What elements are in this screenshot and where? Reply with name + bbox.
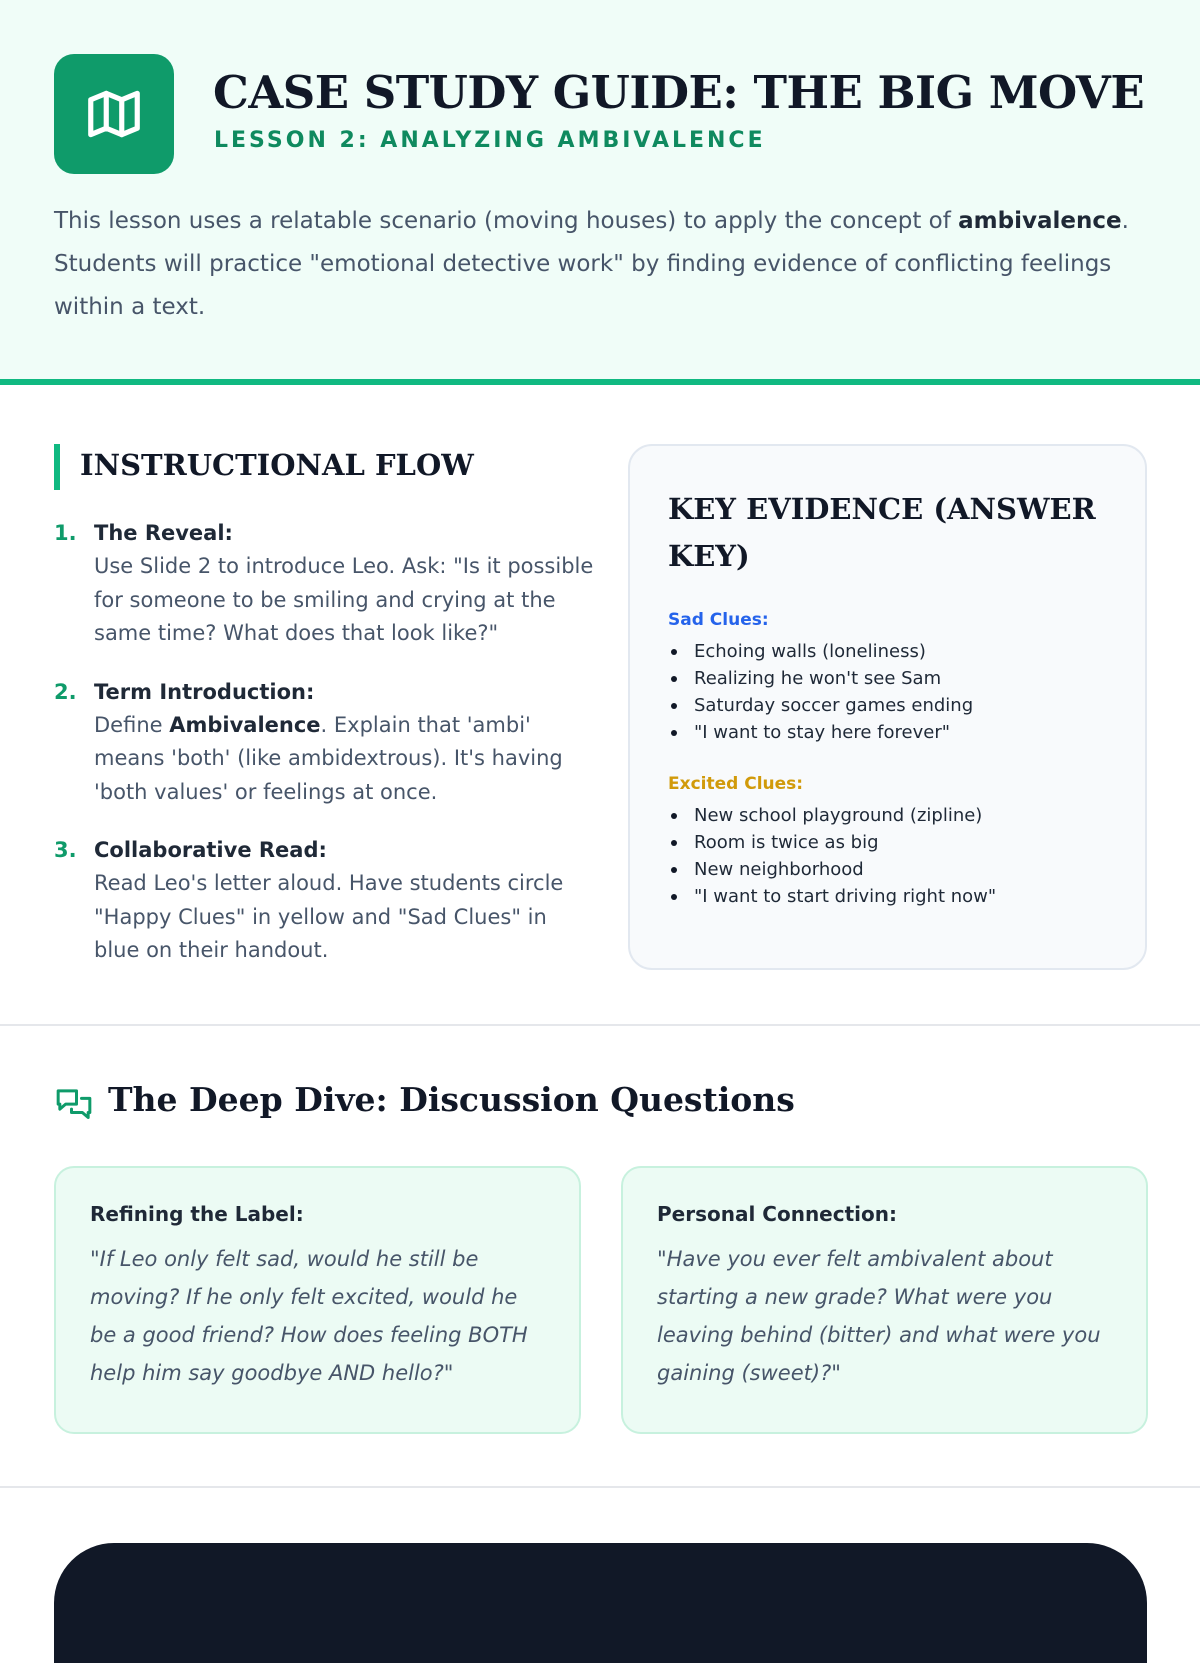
intro-text-end: . Students will practice "emotional detective work" by finding evidence of conflicting feelings within a text. xyxy=(54,208,1129,320)
step-title: Collaborative Read: xyxy=(94,838,327,862)
excited-clue-item: "I want to start driving right now" xyxy=(668,883,1107,910)
excited-clue-item: Room is twice as big xyxy=(668,829,1107,856)
discussion-heading: The Deep Dive: Discussion Questions xyxy=(108,1080,795,1119)
chat-bubbles-icon xyxy=(54,1085,94,1125)
sad-clues-list xyxy=(668,638,1107,746)
excited-clues-heading: Excited Clues: xyxy=(668,774,804,794)
sad-clue-item: Realizing he won't see Sam xyxy=(668,665,1107,692)
section-accent-bar xyxy=(54,444,60,490)
sad-clues-heading: Sad Clues: xyxy=(668,610,769,630)
step-title: The Reveal: xyxy=(94,521,233,545)
discussion-card-title: Personal Connection: xyxy=(657,1202,897,1226)
step-title: Term Introduction: xyxy=(94,679,315,704)
step-number: 2. xyxy=(54,679,77,704)
section-divider xyxy=(0,1486,1200,1488)
key-evidence-heading: KEY EVIDENCE (ANSWER KEY) xyxy=(668,492,1096,573)
sad-clue-item: "I want to stay here forever" xyxy=(668,719,1107,746)
excited-clue-item: New neighborhood xyxy=(668,856,1107,883)
step-number: 3. xyxy=(54,838,77,862)
section-divider xyxy=(0,1024,1200,1026)
step-item xyxy=(54,517,594,651)
step-item xyxy=(54,834,594,968)
key-evidence-card xyxy=(628,444,1147,970)
discussion-card-title: Refining the Label: xyxy=(90,1202,304,1226)
step-description: Use Slide 2 to introduce Leo. Ask: "Is it possible for someone to be smiling and crying at the same time? What does that look like?" xyxy=(94,554,594,645)
excited-clue-item: New school playground (zipline) xyxy=(668,802,1107,829)
intro-paragraph xyxy=(54,200,1154,329)
sad-clue-item: Echoing walls (loneliness) xyxy=(668,638,1107,665)
discussion-card xyxy=(621,1166,1148,1434)
dark-footer-panel xyxy=(54,1543,1147,1663)
map-icon xyxy=(83,83,145,145)
discussion-card-question: "If Leo only felt sad, would he still be moving? If he only felt excited, would he be a good friend? How does feeling BOTH help him say goodbye AND hello?" xyxy=(90,1247,528,1385)
logo-badge xyxy=(54,54,174,174)
discussion-card xyxy=(54,1166,581,1434)
step-description: Read Leo's letter aloud. Have students circle "Happy Clues" in yellow and "Sad Clues" in blue on their handout. xyxy=(94,871,564,962)
discussion-card-question: "Have you ever felt ambivalent about starting a new grade? What were you leaving behind (bitter) and what were you gaining (sweet)?" xyxy=(657,1247,1101,1385)
step-text-end: . Explain that 'ambi' means 'both' (like ambidextrous). It's having 'both values' or feelings at once. xyxy=(94,712,563,804)
excited-clues-list xyxy=(668,802,1107,910)
instructional-steps-list xyxy=(54,517,594,993)
step-number: 1. xyxy=(54,521,77,545)
intro-text-start: This lesson uses a relatable scenario (moving houses) to apply the concept of xyxy=(54,208,959,234)
step-text-start: Define xyxy=(94,712,170,737)
step-item xyxy=(54,676,594,810)
step-keyword: Ambivalence xyxy=(169,712,321,737)
sad-clue-item: Saturday soccer games ending xyxy=(668,692,1107,719)
step-description xyxy=(94,709,594,810)
page-title: CASE STUDY GUIDE: THE BIG MOVE xyxy=(213,66,1145,119)
instructional-flow-heading: INSTRUCTIONAL FLOW xyxy=(80,448,474,482)
intro-keyword: ambivalence xyxy=(958,208,1122,234)
page-subtitle: LESSON 2: ANALYZING AMBIVALENCE xyxy=(214,128,766,153)
header-banner xyxy=(0,0,1200,385)
